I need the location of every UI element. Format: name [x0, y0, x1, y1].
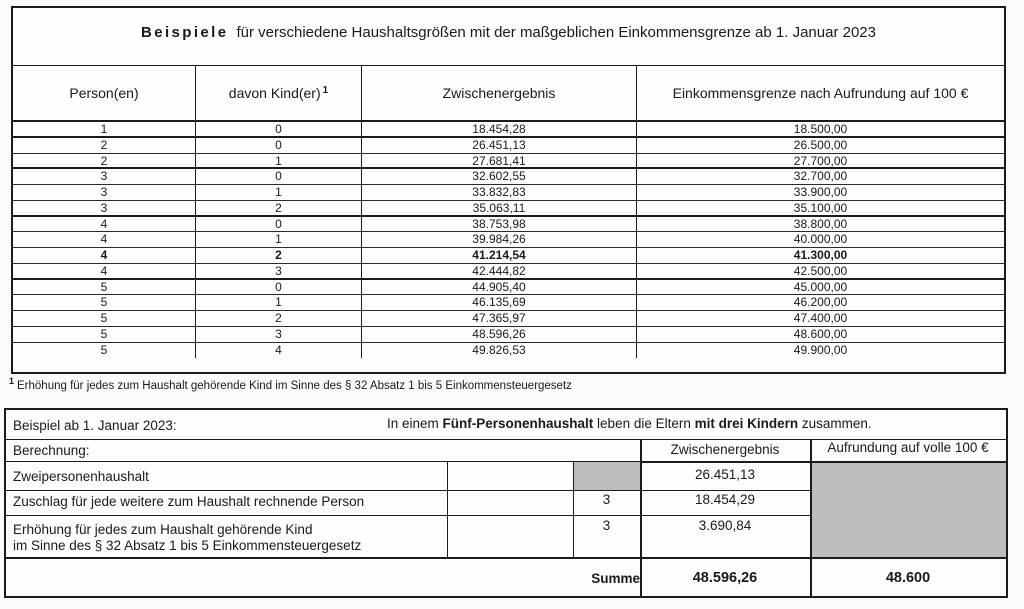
- table-row: [13, 217, 1004, 233]
- title-text: für verschiedene Haushaltsgrößen mit der maßgeblichen Einkommensgrenze ab 1. Januar 2023: [236, 24, 876, 41]
- grid-line: [6, 515, 810, 516]
- cell-persons: 4: [13, 232, 196, 247]
- grid-line: [810, 440, 812, 596]
- cell-persons: 3: [13, 201, 196, 215]
- cell-children: 2: [196, 311, 362, 326]
- table-title: [13, 8, 1004, 66]
- header-children: [196, 66, 362, 120]
- cell-intermediate: 35.063,11: [362, 201, 637, 215]
- shaded-rounding-cell: [810, 463, 1006, 557]
- cell-limit: 48.600,00: [793, 326, 848, 341]
- header-persons-label: Person(en): [69, 85, 139, 101]
- example-title: Beispiel ab 1. Januar 2023:: [13, 418, 177, 433]
- cell-limit: 47.400,00: [793, 311, 848, 325]
- desc-post: zusammen.: [798, 416, 872, 431]
- grid-line: [447, 462, 448, 557]
- cell-persons: 4: [13, 264, 196, 278]
- footnote-mark: 1: [322, 84, 329, 96]
- income-limit-table: [11, 6, 1006, 374]
- cell-limit: 32.700,00: [793, 169, 848, 184]
- header-intermediate-label: Zwischenergebnis: [442, 85, 556, 101]
- sum-value: 48.596,26: [692, 570, 758, 586]
- calc-label: Berechnung:: [13, 443, 90, 458]
- cell-limit: 45.000,00: [793, 279, 848, 294]
- cell-persons: 3: [13, 169, 196, 184]
- cell-children: 1: [196, 185, 362, 200]
- grid-line: [640, 462, 1006, 463]
- cell-limit: 46.200,00: [793, 295, 848, 310]
- calc-row-label-line1: Erhöhung für jedes zum Haushalt gehörende Kind: [13, 522, 313, 537]
- cell-limit: 35.100,00: [793, 200, 848, 215]
- calc-row-count: 3: [602, 492, 611, 507]
- col-rounding-header: Aufrundung auf volle 100 €: [827, 440, 989, 455]
- example-header-row: [6, 410, 1006, 440]
- header-intermediate: [362, 66, 637, 120]
- table-row: [13, 295, 1004, 311]
- footnote: [9, 376, 572, 392]
- header-limit-label: Einkommensgrenze nach Aufrundung auf 100 €: [672, 85, 969, 101]
- shaded-cell: [573, 462, 640, 490]
- cell-persons: 2: [13, 154, 196, 168]
- grid-line: [640, 440, 642, 596]
- calc-row-label: Zweipersonenhaushalt: [13, 469, 149, 484]
- header-limit: [637, 66, 1004, 120]
- desc-children: mit drei Kindern: [694, 416, 799, 431]
- table-row: [13, 185, 1004, 201]
- calc-row-value: 26.451,13: [694, 467, 756, 482]
- cell-limit: 26.500,00: [793, 137, 848, 152]
- cell-limit: 41.300,00: [793, 248, 848, 262]
- cell-children: 0: [196, 280, 362, 295]
- cell-children: 3: [196, 327, 362, 342]
- table-row: [13, 169, 1004, 185]
- table-row: [13, 248, 1004, 264]
- cell-limit: 18.500,00: [793, 122, 848, 136]
- cell-limit: 38.800,00: [793, 216, 848, 231]
- table-row: [13, 311, 1004, 327]
- cell-intermediate: 49.826,53: [362, 343, 637, 359]
- cell-children: 1: [196, 295, 362, 310]
- grid-line: [573, 462, 574, 557]
- cell-children: 2: [196, 248, 362, 263]
- desc-household: Fünf-Personenhaushalt: [442, 416, 594, 431]
- grid-line: [6, 557, 1006, 559]
- table-row: [13, 327, 1004, 343]
- cell-intermediate: 41.214,54: [362, 248, 637, 263]
- cell-intermediate: 32.602,55: [362, 169, 637, 184]
- cell-intermediate: 18.454,28: [362, 122, 637, 136]
- desc-mid: leben die Eltern: [593, 416, 695, 431]
- cell-children: 0: [196, 169, 362, 184]
- table-header-row: [13, 66, 1004, 122]
- cell-limit: 49.900,00: [793, 342, 848, 357]
- cell-intermediate: 33.832,83: [362, 185, 637, 200]
- cell-children: 1: [196, 232, 362, 247]
- sum-label: Summe: [591, 571, 640, 586]
- desc-pre: In einem: [387, 416, 443, 431]
- cell-persons: 4: [13, 248, 196, 263]
- table-body: [13, 122, 1004, 358]
- calc-row-label-line2: im Sinne des § 32 Absatz 1 bis 5 Einkommensteuergesetz: [13, 538, 362, 553]
- header-children-label: davon Kind(er): [228, 85, 321, 101]
- calc-row-value: 3.690,84: [698, 518, 752, 533]
- cell-intermediate: 44.905,40: [362, 280, 637, 295]
- table-row: [13, 264, 1004, 280]
- table-row: [13, 280, 1004, 296]
- table-row: [13, 343, 1004, 359]
- table-row: [13, 201, 1004, 217]
- cell-children: 2: [196, 201, 362, 215]
- cell-intermediate: 38.753,98: [362, 217, 637, 232]
- cell-children: 0: [196, 138, 362, 153]
- cell-persons: 1: [13, 122, 196, 136]
- cell-persons: 4: [13, 217, 196, 232]
- table-row: [13, 232, 1004, 248]
- cell-persons: 5: [13, 311, 196, 326]
- footnote-number: 1: [9, 376, 15, 386]
- cell-children: 4: [196, 343, 362, 359]
- example-description: [387, 416, 872, 431]
- cell-persons: 3: [13, 185, 196, 200]
- calc-row-label: Zuschlag für jede weitere zum Haushalt rechnende Person: [13, 494, 365, 509]
- cell-persons: 2: [13, 138, 196, 153]
- cell-children: 1: [196, 154, 362, 168]
- cell-limit: 27.700,00: [793, 153, 848, 168]
- footnote-text: Erhöhung für jedes zum Haushalt gehörende Kind im Sinne des § 32 Absatz 1 bis 5 Einkommensteuergesetz: [17, 379, 572, 392]
- cell-limit: 40.000,00: [793, 232, 848, 247]
- cell-intermediate: 39.984,26: [362, 232, 637, 247]
- table-row: [13, 154, 1004, 170]
- cell-children: 0: [196, 122, 362, 136]
- cell-persons: 5: [13, 327, 196, 342]
- header-persons: [13, 66, 196, 120]
- cell-limit: 42.500,00: [793, 263, 848, 278]
- title-emphasis: Beispiele: [141, 24, 229, 41]
- calc-row-value: 18.454,29: [694, 492, 756, 507]
- cell-limit: 33.900,00: [793, 185, 848, 199]
- table-row: [13, 138, 1004, 154]
- cell-intermediate: 26.451,13: [362, 138, 637, 153]
- cell-children: 3: [196, 264, 362, 278]
- col-intermediate-header: Zwischenergebnis: [670, 442, 780, 457]
- cell-persons: 5: [13, 280, 196, 295]
- cell-intermediate: 48.596,26: [362, 327, 637, 342]
- calc-row-count: 3: [602, 518, 611, 533]
- table-row: [13, 122, 1004, 138]
- example-calculation-table: [4, 408, 1008, 598]
- cell-children: 0: [196, 217, 362, 232]
- grid-line: [6, 490, 810, 491]
- cell-intermediate: 27.681,41: [362, 154, 637, 168]
- cell-persons: 5: [13, 295, 196, 310]
- cell-persons: 5: [13, 343, 196, 359]
- cell-intermediate: 47.365,97: [362, 311, 637, 326]
- cell-intermediate: 42.444,82: [362, 264, 637, 278]
- sum-rounded: 48.600: [885, 570, 931, 586]
- cell-intermediate: 46.135,69: [362, 295, 637, 310]
